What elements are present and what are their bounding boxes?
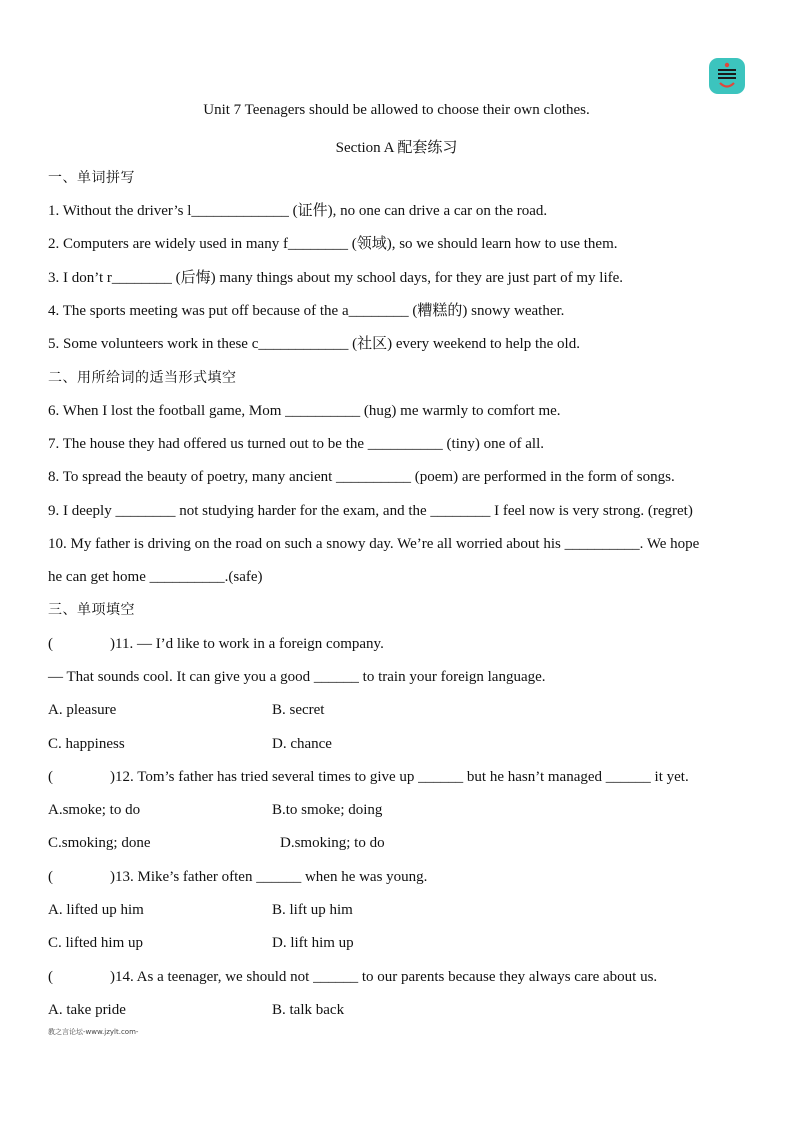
option-12-a: A.smoke; to do <box>48 802 141 818</box>
answer-paren: ( <box>48 769 53 785</box>
question-12 <box>48 768 689 786</box>
question-6: 6. When I lost the football game, Mom __________ (hug) me warmly to comfort me. <box>48 403 561 419</box>
question-3: 3. I don’t r________ (后悔) many things about my school days, for they are just part of my life. <box>48 270 624 286</box>
question-13-stem: )13. Mike’s father often ______ when he was young. <box>110 869 428 885</box>
question-4: 4. The sports meeting was put off because of the a________ (糟糕的) snowy weather. <box>48 303 565 319</box>
page-subtitle: Section A 配套练习 <box>335 140 458 156</box>
page-title: Unit 7 Teenagers should be allowed to choose their own clothes. <box>203 102 590 118</box>
question-13 <box>48 868 427 886</box>
question-5: 5. Some volunteers work in these c____________ (社区) every weekend to help the old. <box>48 336 580 352</box>
option-14-a: A. take pride <box>48 1002 126 1018</box>
section-heading-word-forms: 二、用所给词的适当形式填空 <box>48 370 237 386</box>
footer-watermark: 教之言论坛-www.jzylt.com- <box>48 1028 139 1036</box>
question-7: 7. The house they had offered us turned out to be the __________ (tiny) one of all. <box>48 436 545 452</box>
option-12-d: D.smoking; to do <box>280 835 385 851</box>
option-14-b: B. talk back <box>272 1002 345 1018</box>
question-10-continued: he can get home __________.(safe) <box>48 569 263 585</box>
question-8: 8. To spread the beauty of poetry, many ancient __________ (poem) are performed in the form of songs. <box>48 469 675 485</box>
question-1: 1. Without the driver’s l_____________ (证件), no one can drive a car on the road. <box>48 203 548 219</box>
question-11 <box>48 635 384 653</box>
option-11-a: A. pleasure <box>48 702 117 718</box>
question-11-dialog: — That sounds cool. It can give you a good ______ to train your foreign language. <box>48 669 546 685</box>
question-9: 9. I deeply ________ not studying harder for the exam, and the ________ I feel now is very strong. (regret) <box>48 503 693 519</box>
book-logo-icon <box>709 58 745 94</box>
question-10: 10. My father is driving on the road on such a snowy day. We’re all worried about his __________. We hope <box>48 536 700 552</box>
section-heading-spelling: 一、单词拼写 <box>48 170 135 186</box>
question-11-stem: )11. — I’d like to work in a foreign company. <box>110 636 384 652</box>
option-13-c: C. lifted him up <box>48 935 143 951</box>
answer-paren: ( <box>48 969 53 985</box>
option-13-a: A. lifted up him <box>48 902 144 918</box>
question-12-stem: )12. Tom’s father has tried several times to give up ______ but he hasn’t managed ______ it yet. <box>110 769 689 785</box>
section-heading-multiple-choice: 三、单项填空 <box>48 602 135 618</box>
option-11-c: C. happiness <box>48 736 125 752</box>
option-13-d: D. lift him up <box>272 935 354 951</box>
question-14 <box>48 968 657 986</box>
option-11-d: D. chance <box>272 736 332 752</box>
question-2: 2. Computers are widely used in many f________ (领域), so we should learn how to use them. <box>48 236 618 252</box>
option-12-c: C.smoking; done <box>48 835 151 851</box>
option-12-b: B.to smoke; doing <box>272 802 383 818</box>
option-11-b: B. secret <box>272 702 325 718</box>
question-14-stem: )14. As a teenager, we should not ______ to our parents because they always care about us. <box>110 969 658 985</box>
option-13-b: B. lift up him <box>272 902 353 918</box>
answer-paren: ( <box>48 869 53 885</box>
answer-paren: ( <box>48 636 53 652</box>
